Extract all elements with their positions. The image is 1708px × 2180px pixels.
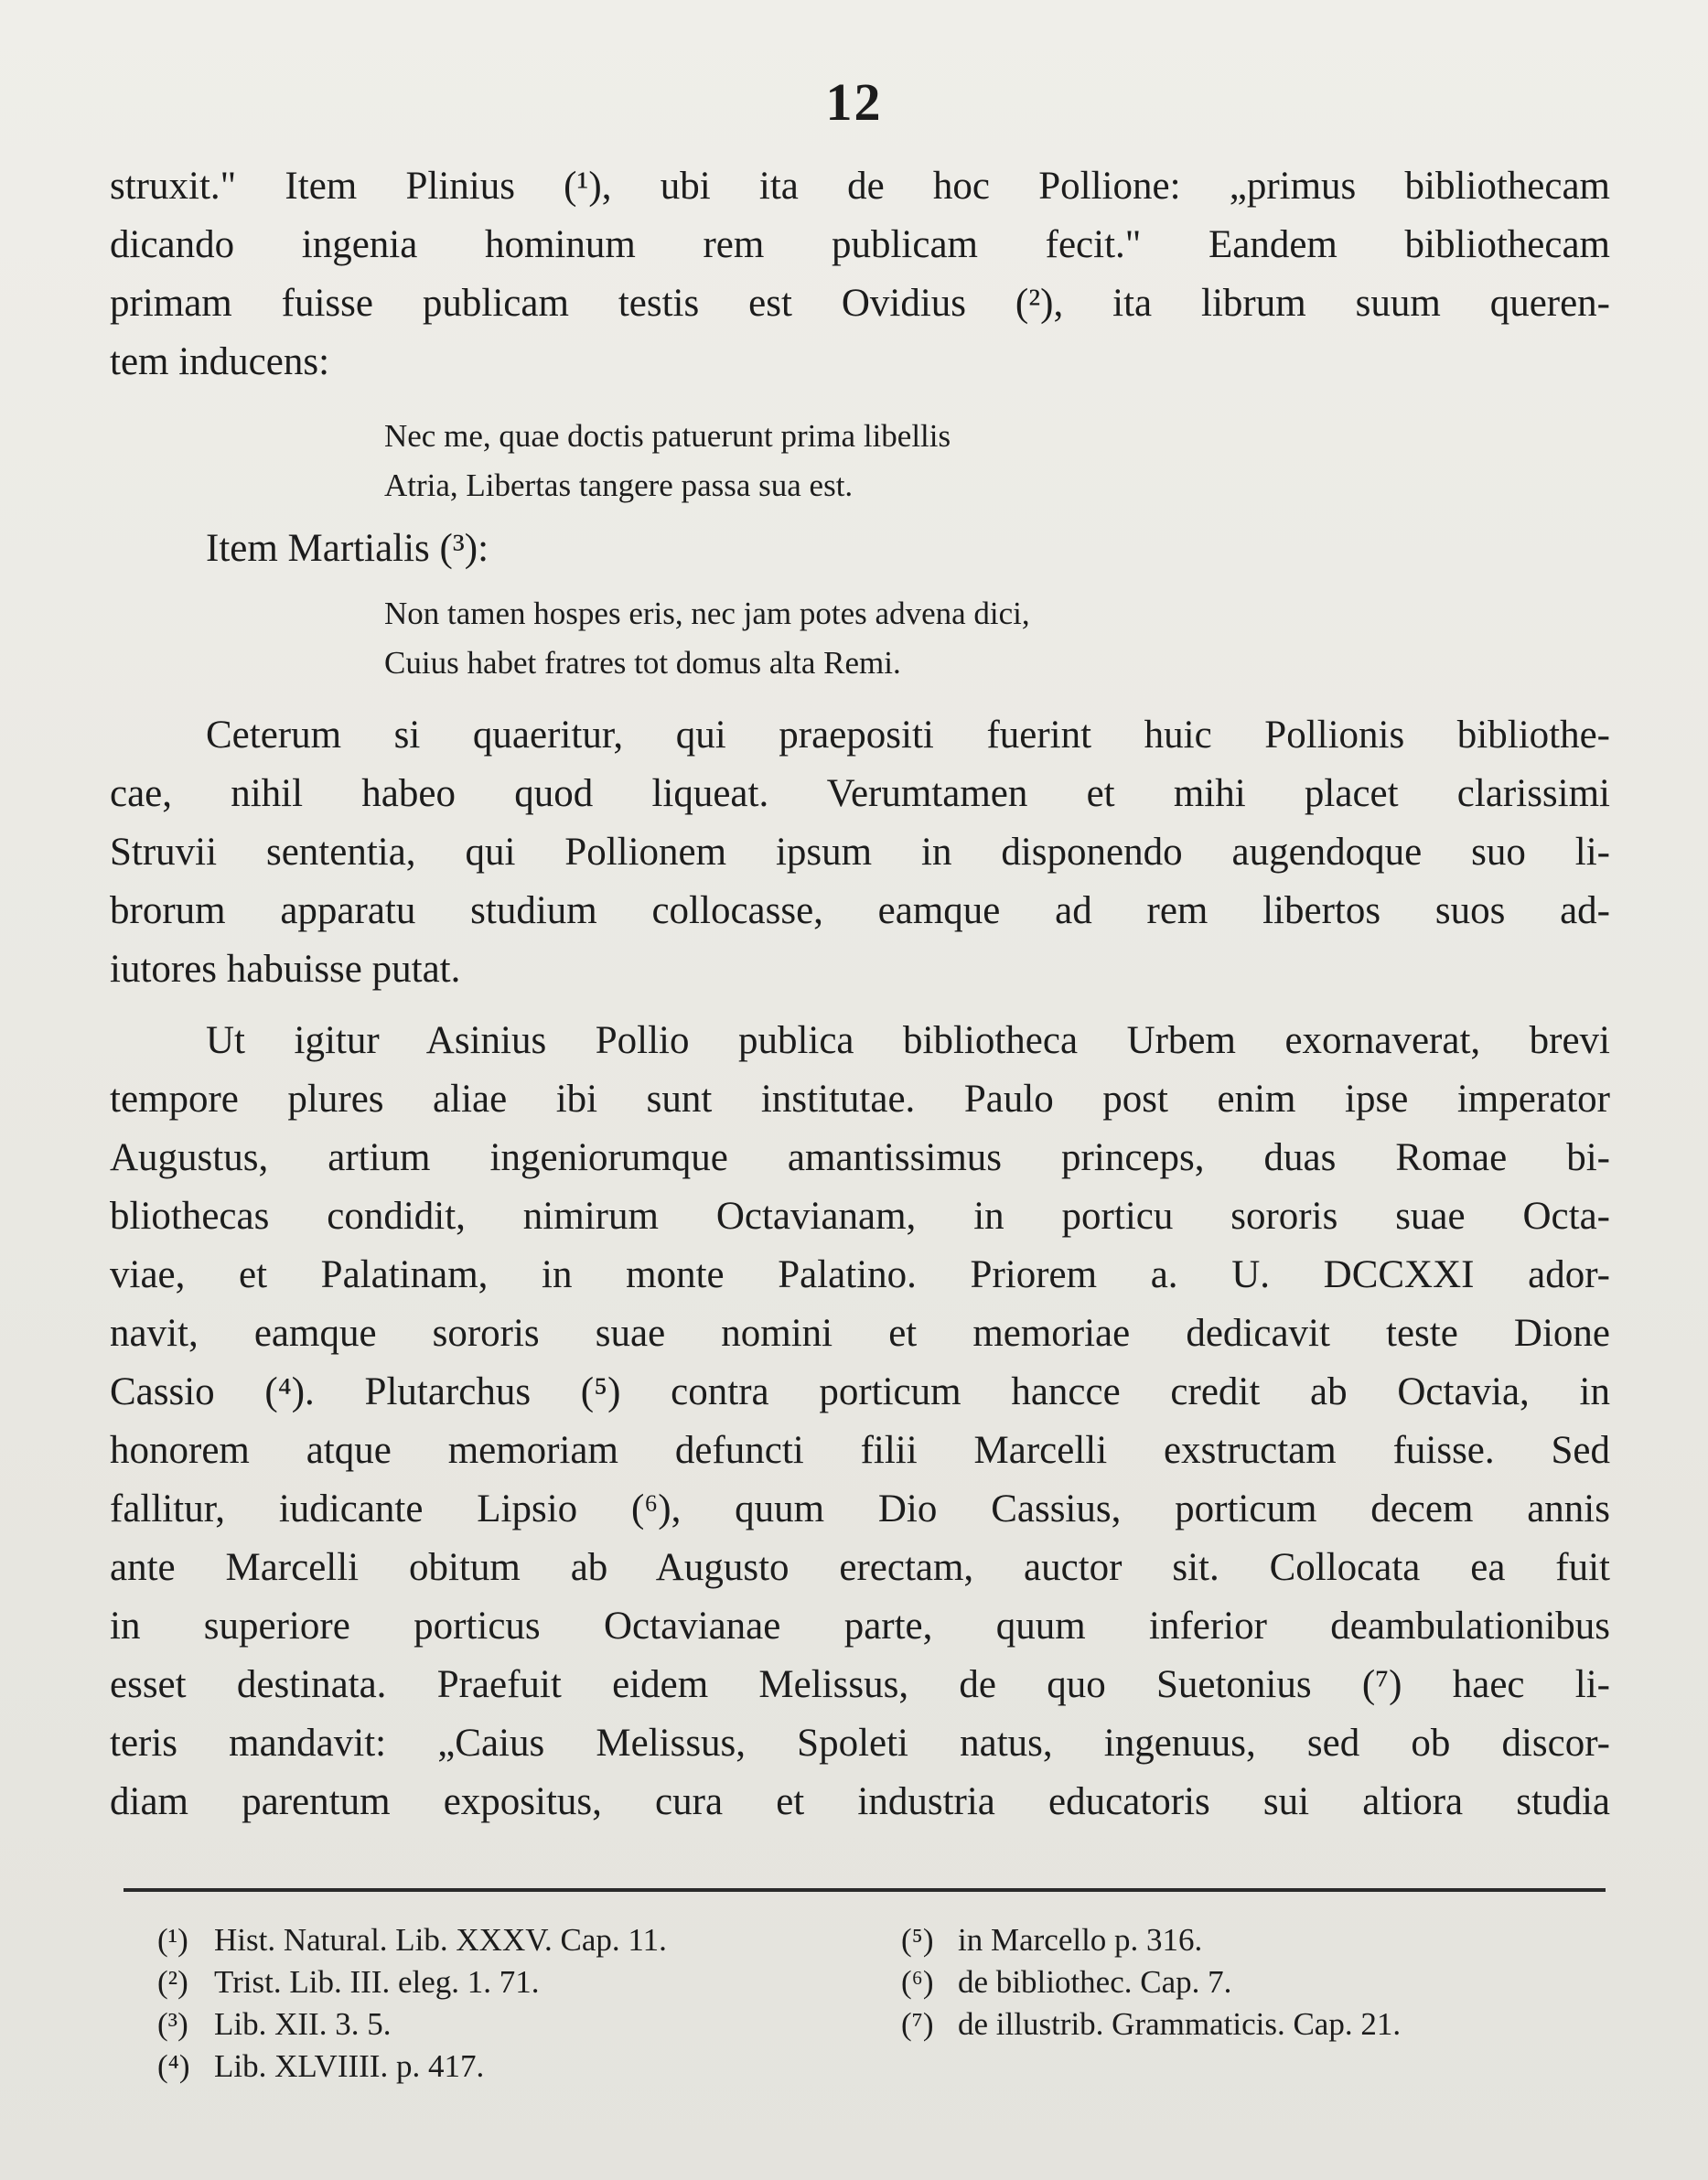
text-line: teris mandavit: „Caius Melissus, Spoleti natus, ingenuus, sed ob discor- (110, 1722, 1610, 1765)
footnote (157, 1919, 862, 1961)
footnote-text: de illustrib. Grammaticis. Cap. 21. (958, 2006, 1402, 2042)
text-line: Item Martialis (³): (206, 527, 489, 570)
text-line: brorum apparatu studium collocasse, eamque ad rem libertos suos ad- (110, 889, 1610, 932)
text-line: diam parentum expositus, cura et industria educatoris sui altiora studia (110, 1780, 1610, 1823)
footnote-text: Hist. Natural. Lib. XXXV. Cap. 11. (214, 1922, 667, 1958)
footnote (157, 1961, 862, 2003)
text-line: ante Marcelli obitum ab Augusto erectam, auctor sit. Collocata ea fuit (110, 1546, 1610, 1589)
text-line: tempore plures aliae ibi sunt institutae. Paulo post enim ipse imperator (110, 1078, 1610, 1121)
footnote-text: de bibliothec. Cap. 7. (958, 1964, 1232, 2000)
text-line: fallitur, iudicante Lipsio (⁶), quum Dio Cassius, porticum decem annis (110, 1487, 1610, 1530)
page-number: 12 (825, 72, 883, 132)
footnote-number: (⁷) (901, 2006, 934, 2042)
text-line: struxit." Item Plinius (¹), ubi ita de hoc Pollione: „primus bibliothecam (110, 165, 1610, 208)
footnote-text: Lib. XII. 3. 5. (214, 2006, 392, 2042)
footnote-number: (¹) (157, 1922, 188, 1958)
footnote (901, 2003, 1596, 2046)
text-line: honorem atque memoriam defuncti filii Marcelli exstructam fuisse. Sed (110, 1429, 1610, 1472)
text-line: dicando ingenia hominum rem publicam fecit." Eandem bibliothecam (110, 223, 1610, 266)
item-martialis (110, 518, 1610, 580)
footnote-number: (⁵) (901, 1922, 934, 1958)
footnote-divider (124, 1888, 1606, 1892)
footnote-number: (³) (157, 2006, 188, 2042)
footnote (901, 1961, 1596, 2003)
verse-line: Atria, Libertas tangere passa sua est. (384, 467, 854, 503)
verse-quote-martial (110, 589, 1610, 688)
paragraph-1 (110, 157, 1610, 392)
verse-line: Cuius habet fratres tot domus alta Remi. (384, 645, 901, 681)
text-line: tem inducens: (110, 340, 330, 383)
footnotes-left-column (157, 1919, 862, 2088)
footnote-number: (²) (157, 1964, 188, 2000)
text-line: iutores habuisse putat. (110, 948, 461, 991)
text-line: bliothecas condidit, nimirum Octavianam, in porticu sororis suae Octa- (110, 1195, 1610, 1238)
text-line: Ut igitur Asinius Pollio publica bibliotheca Urbem exornaverat, brevi (206, 1019, 1610, 1062)
text-line: Ceterum si quaeritur, qui praepositi fuerint huic Pollionis bibliothe- (206, 714, 1610, 757)
text-line: primam fuisse publicam testis est Ovidius (²), ita librum suum queren- (110, 282, 1610, 325)
paragraph-3 (110, 1012, 1610, 1831)
footnote (157, 2003, 862, 2046)
footnote-text: in Marcello p. 316. (958, 1922, 1203, 1958)
footnote-text: Lib. XLVIIII. p. 417. (214, 2048, 485, 2084)
footnotes-right-column (901, 1919, 1596, 2046)
footnote-text: Trist. Lib. III. eleg. 1. 71. (214, 1964, 540, 2000)
verse-line: Non tamen hospes eris, nec jam potes advena dici, (384, 596, 1030, 631)
footnote-number: (⁶) (901, 1964, 934, 2000)
text-line: viae, et Palatinam, in monte Palatino. Priorem a. U. DCCXXI ador- (110, 1253, 1610, 1296)
footnote-number: (⁴) (157, 2048, 190, 2084)
verse-line: Nec me, quae doctis patuerunt prima libellis (384, 418, 951, 454)
footnote (901, 1919, 1596, 1961)
verse-quote-ovid (110, 412, 1610, 510)
text-line: in superiore porticus Octavianae parte, quum inferior deambulationibus (110, 1605, 1610, 1648)
text-line: Struvii sententia, qui Pollionem ipsum in disponendo augendoque suo li- (110, 831, 1610, 874)
paragraph-2 (110, 706, 1610, 999)
text-line: esset destinata. Praefuit eidem Melissus, de quo Suetonius (⁷) haec li- (110, 1663, 1610, 1706)
footnote (157, 2046, 862, 2088)
text-line: Cassio (⁴). Plutarchus (⁵) contra porticum hancce credit ab Octavia, in (110, 1370, 1610, 1413)
text-line: Augustus, artium ingeniorumque amantissimus princeps, duas Romae bi- (110, 1136, 1610, 1179)
text-line: cae, nihil habeo quod liqueat. Verumtamen et mihi placet clarissimi (110, 772, 1610, 815)
text-line: navit, eamque sororis suae nomini et memoriae dedicavit teste Dione (110, 1312, 1610, 1355)
